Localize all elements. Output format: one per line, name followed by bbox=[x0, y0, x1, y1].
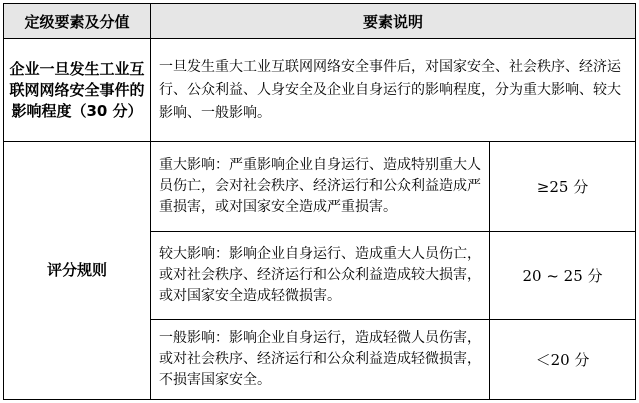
impact-factor-cell: 企业一旦发生工业互联网网络安全事件的影响程度（30 分） bbox=[4, 39, 151, 142]
header-description: 要素说明 bbox=[151, 4, 636, 39]
level-description: 一般影响：影响企业自身运行，造成轻微人员伤害，或对社会秩序、经济运行和公众利益造成轻微损害，不损害国家安全。 bbox=[151, 320, 490, 400]
grading-table bbox=[3, 3, 636, 400]
level-score: ＜20 分 bbox=[490, 320, 636, 400]
impact-description-cell: 一旦发生重大工业互联网网络安全事件后，对国家安全、社会秩序、经济运行、公众利益、人身安全及企业自身运行的影响程度，分为重大影响、较大影响、一般影响。 bbox=[151, 39, 636, 142]
scoring-rule-label: 评分规则 bbox=[4, 142, 151, 400]
level-description: 较大影响：影响企业自身运行、造成重大人员伤亡，或对社会秩序、经济运行和公众利益造成较大损害，或对国家安全造成轻微损害。 bbox=[151, 232, 490, 320]
header-factor: 定级要素及分值 bbox=[4, 4, 151, 39]
level-row bbox=[4, 142, 636, 232]
level-description: 重大影响：严重影响企业自身运行、造成特别重大人员伤亡，会对社会秩序、经济运行和公众利益造成严重损害，或对国家安全造成严重损害。 bbox=[151, 142, 490, 232]
level-score: 20 ~ 25 分 bbox=[490, 232, 636, 320]
impact-row bbox=[4, 39, 636, 142]
header-row bbox=[4, 4, 636, 39]
level-score: ≥25 分 bbox=[490, 142, 636, 232]
